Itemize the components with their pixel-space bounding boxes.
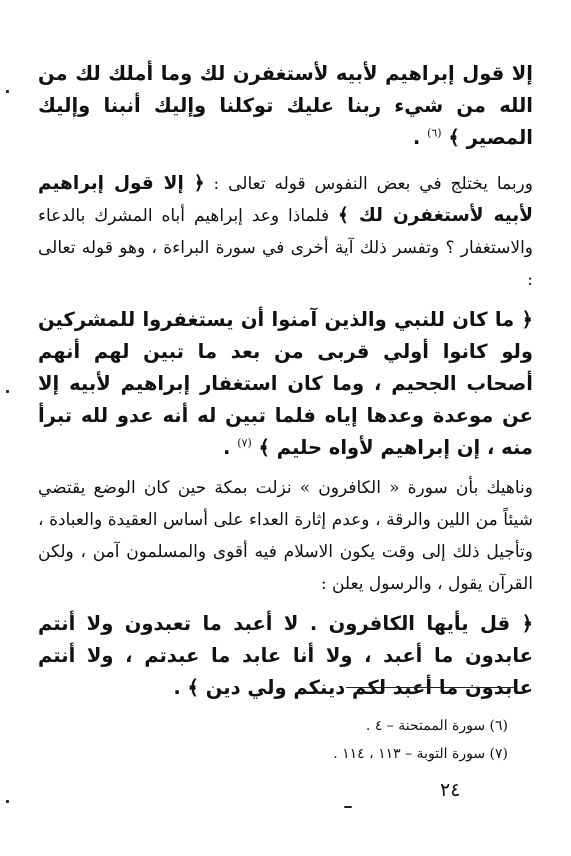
scan-speck — [344, 806, 352, 808]
scan-speck — [6, 800, 9, 803]
quran-verse-block — [38, 608, 533, 704]
page-body — [38, 58, 533, 704]
footnote-ref: (٦) — [427, 126, 442, 140]
paragraph-text: وناهيك بأن سورة « الكافرون » نزلت بمكة حين كان الوضع يقتضي شيئاً من اللين والرقة ، وعدم إثارة العداء على أساس العقيدة والعبادة ، وتأجيل ذلك إلى وقت يكون الاسلام فيه أقوى والمسلمون آمن ، ولكن القرآن يقول ، والرسول يعلن : — [38, 478, 533, 594]
paragraph-lead: وربما يختلج في بعض النفوس قوله تعالى : — [204, 174, 533, 194]
verse-text: ﴿ قل يأيها الكافرون . لا أعبد ما تعبدون ولا أنتم عابدون ما أعبد ، ولا أنا عابد ما عبدتم ، ولا أنتم عابدون ما أعبد لكم دينكم ولي دين ﴾ . — [38, 612, 533, 699]
scan-speck — [6, 390, 9, 393]
quran-verse-block — [38, 304, 533, 464]
commentary-paragraph — [38, 472, 533, 600]
verse-text: ﴿ ما كان للنبي والذين آمنوا أن يستغفروا للمشركين ولو كانوا أولي قربى من بعد ما تبين لهم أنهم أصحاب الجحيم ، وما كان استغفار إبراهيم لأبيه إلا عن موعدة وعدها إياه فلما تبين له أنه عدو لله تبرأ منه ، إن إبراهيم لأواه حليم ﴾ — [38, 308, 533, 459]
scan-speck — [6, 90, 9, 93]
inline-quote: ﴿ إلا قول إبراهيم لأبيه لأستغفرن لك ﴾ — [38, 173, 534, 226]
verse-tail: . — [223, 436, 238, 459]
verse-tail: . — [412, 126, 428, 149]
footnote: (٦) سورة الممتحنة – ٤ . — [365, 718, 508, 734]
footnote: (٧) سورة التوبة – ١١٣ ، ١١٤ . — [333, 746, 508, 762]
quran-verse-block — [38, 58, 533, 154]
page-number: ٢٤ — [440, 779, 461, 801]
paragraph-rest: فلماذا وعد إبراهيم أباه المشرك بالدعاء والاستغفار ؟ وتفسر ذلك آية أخرى في سورة البراءة ، وهو قوله تعالى : — [38, 206, 533, 290]
footnote-divider — [346, 687, 514, 688]
verse-text: إلا قول إبراهيم لأبيه لأستغفرن لك وما أملك لك من الله من شيء ربنا عليك توكلنا وإليك أنبنا وإليك المصير ﴾ — [38, 62, 533, 149]
commentary-paragraph — [38, 168, 533, 296]
footnotes — [40, 712, 508, 768]
footnote-ref: (٧) — [237, 436, 252, 450]
